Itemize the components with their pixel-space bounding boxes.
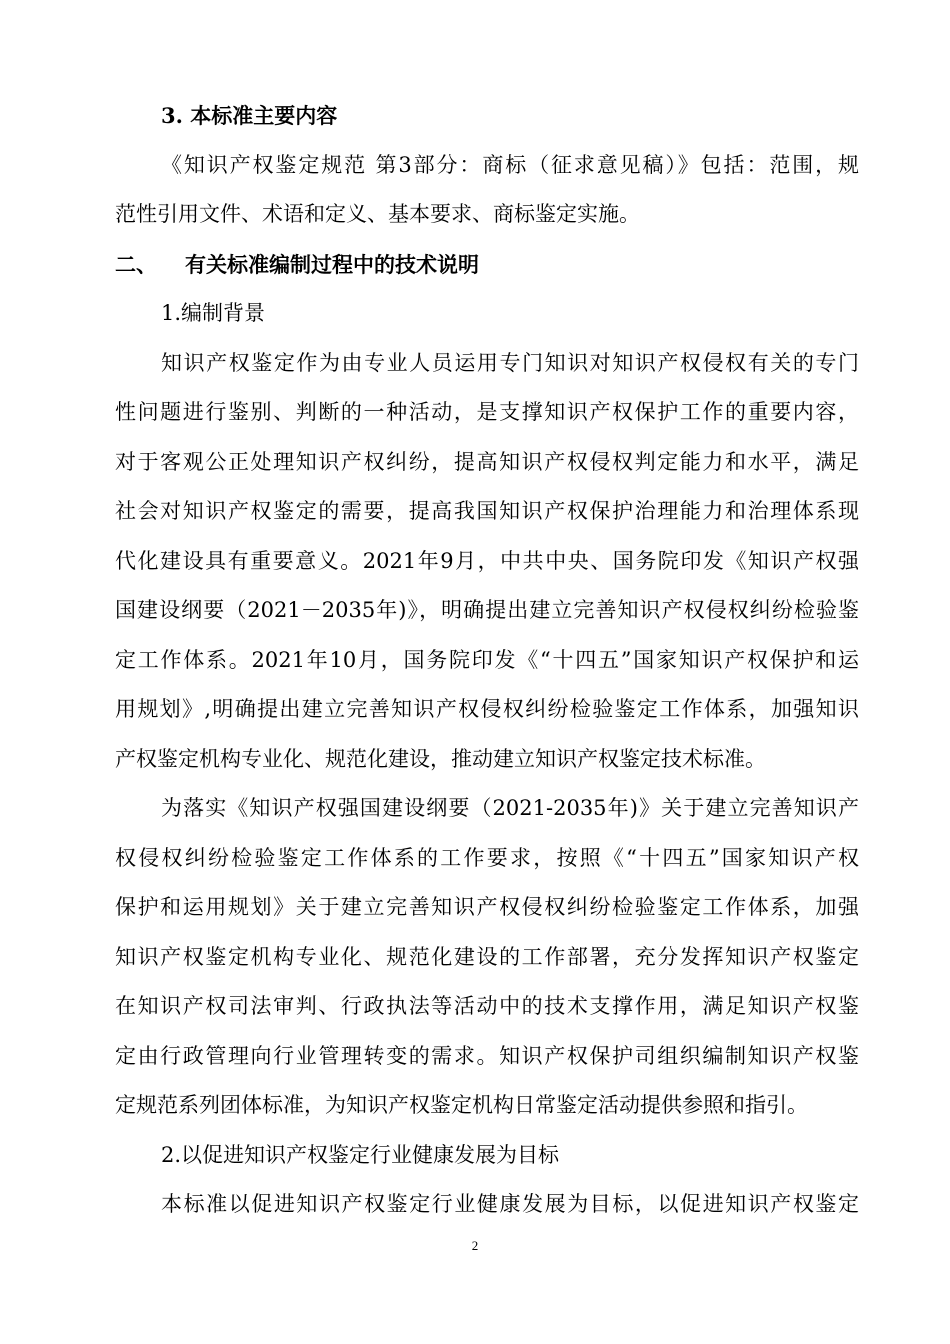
- paragraph: [115, 141, 859, 240]
- text-line: 知识产权鉴定作为由专业人员运用专门知识对知识产权侵权有关的专门: [161, 350, 859, 375]
- text-line: 代化建设具有重要意义。2021年9月，中共中央、国务院印发《知识产权强: [115, 548, 859, 573]
- text-line: 产权鉴定机构专业化、规范化建设，推动建立知识产权鉴定技术标准。: [115, 746, 766, 771]
- text-line: 保护和运用规划》关于建立完善知识产权侵权纠纷检验鉴定工作体系，加强: [115, 895, 859, 919]
- section-number: 二、: [115, 251, 157, 277]
- subsection-heading: 1.编制背景: [161, 301, 266, 325]
- document-body: [115, 91, 859, 1230]
- text-line: 权侵权纠纷检验鉴定工作体系的工作要求，按照《“十四五”国家知识产权: [115, 845, 859, 870]
- text-line: 用规划》,明确提出建立完善知识产权侵权纠纷检验鉴定工作体系，加强知识: [115, 697, 859, 721]
- text-line: 为落实《知识产权强国建设纲要（2021-2035年)》关于建立完善知识产: [161, 796, 859, 820]
- section-heading: 3. 本标准主要内容: [161, 103, 338, 128]
- text-line: 社会对知识产权鉴定的需要，提高我国知识产权保护治理能力和治理体系现: [115, 499, 859, 523]
- text-line: 《知识产权鉴定规范 第3部分：商标（征求意见稿）》包括：范围，规: [161, 152, 859, 177]
- paragraph: [115, 784, 859, 1131]
- paragraph: [115, 339, 859, 785]
- text-line: 范性引用文件、术语和定义、基本要求、商标鉴定实施。: [115, 202, 640, 226]
- text-line: 在知识产权司法审判、行政执法等活动中的技术支撑作用，满足知识产权鉴: [115, 994, 859, 1018]
- text-line: 对于客观公正处理知识产权纠纷，提高知识产权侵权判定能力和水平，满足: [115, 449, 859, 474]
- text-line: 定工作体系。2021年10月，国务院印发《“十四五”国家知识产权保护和运: [115, 647, 859, 672]
- text-line: 国建设纲要（2021－2035年)》，明确提出建立完善知识产权侵权纠纷检验鉴: [115, 598, 859, 622]
- text-line: 知识产权鉴定机构专业化、规范化建设的工作部署，充分发挥知识产权鉴定: [115, 944, 859, 969]
- text-line: 本标准以促进知识产权鉴定行业健康发展为目标，以促进知识产权鉴定: [161, 1192, 859, 1216]
- section-heading: [115, 240, 859, 290]
- text-line: 性问题进行鉴别、判断的一种活动，是支撑知识产权保护工作的重要内容，: [115, 400, 859, 424]
- text-line: 定规范系列团体标准，为知识产权鉴定机构日常鉴定活动提供参照和指引。: [115, 1093, 808, 1117]
- text-line: 定由行政管理向行业管理转变的需求。知识产权保护司组织编制知识产权鉴: [115, 1043, 859, 1068]
- subsection-heading: 2.以促进知识产权鉴定行业健康发展为目标: [161, 1142, 560, 1167]
- section-title: 有关标准编制过程中的技术说明: [185, 251, 479, 277]
- paragraph: [115, 1180, 859, 1230]
- page-number: 2: [471, 1238, 479, 1253]
